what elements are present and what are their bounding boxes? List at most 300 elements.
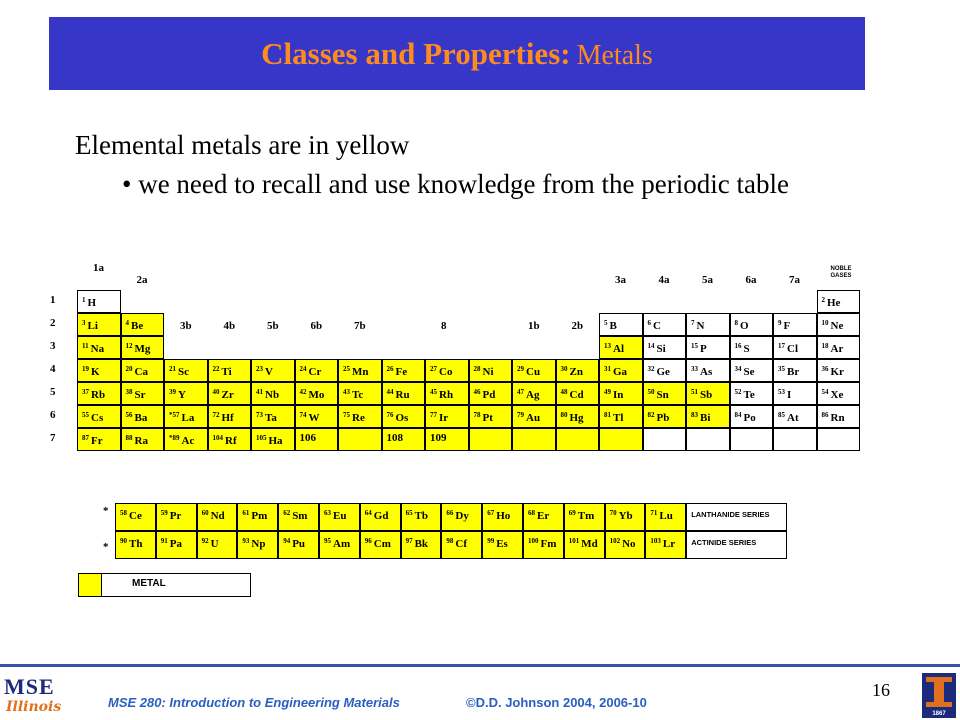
- element-symbol: Er: [537, 510, 550, 522]
- element-cell: [686, 428, 730, 451]
- actinide-cell: [237, 531, 278, 559]
- actinide-cell: [360, 531, 401, 559]
- atomic-number: 51: [691, 388, 698, 396]
- atomic-number: 105: [256, 434, 267, 442]
- element-cell: [382, 359, 426, 382]
- element-symbol: He: [827, 297, 841, 309]
- body-text-line: Elemental metals are in yellow: [75, 130, 410, 160]
- atomic-number: 68: [528, 509, 535, 517]
- element-symbol: P: [700, 343, 707, 355]
- element-symbol: Mo: [308, 389, 325, 401]
- element-symbol: Ac: [181, 435, 195, 447]
- atomic-number: *89: [169, 434, 180, 442]
- element-cell: [773, 313, 817, 336]
- element-cell: [382, 405, 426, 428]
- element-symbol: Mg: [134, 343, 151, 355]
- atomic-number: 39: [169, 388, 176, 396]
- period-label: 6: [50, 409, 56, 421]
- element-symbol: Li: [87, 320, 98, 332]
- atomic-number: 64: [364, 509, 372, 517]
- element-symbol: Sr: [134, 389, 146, 401]
- element-cell: [338, 382, 382, 405]
- element-cell: [338, 405, 382, 428]
- atomic-number: 62: [283, 509, 291, 517]
- atomic-number: 77: [430, 411, 437, 419]
- actinide-cell: [278, 531, 319, 559]
- body-bullet-line: • we need to recall and use knowledge from the periodic table: [122, 169, 789, 199]
- lanthanide-cell: [115, 503, 156, 531]
- element-cell: [164, 405, 208, 428]
- element-cell: [730, 359, 774, 382]
- element-cell: [599, 428, 643, 451]
- atomic-number: 16: [734, 342, 742, 350]
- atomic-number: 94: [283, 537, 291, 545]
- element-symbol: Es: [496, 538, 508, 550]
- actinide-cell: [564, 531, 605, 559]
- element-symbol: Pa: [169, 538, 183, 550]
- course-title: MSE 280: Introduction to Engineering Materials: [108, 695, 400, 710]
- legend-metal-swatch: [78, 573, 102, 597]
- element-cell: [382, 382, 426, 405]
- atomic-number: 15: [691, 342, 698, 350]
- element-symbol: Pm: [251, 510, 268, 522]
- element-cell: [469, 359, 513, 382]
- element-cell: [425, 382, 469, 405]
- atomic-number: 59: [160, 509, 168, 517]
- element-symbol: Fm: [540, 538, 557, 550]
- element-cell: [773, 428, 817, 451]
- actinide-cell: [319, 531, 360, 559]
- atomic-number: 73: [256, 411, 263, 419]
- atomic-number: 98: [446, 537, 454, 545]
- element-cell: [730, 382, 774, 405]
- atomic-number: 23: [256, 365, 263, 373]
- element-symbol: Tm: [577, 510, 595, 522]
- lanthanide-cell: [237, 503, 278, 531]
- element-symbol: Cd: [569, 389, 584, 401]
- element-cell: [251, 405, 295, 428]
- noble-gases-label: [818, 266, 864, 280]
- element-symbol: Al: [613, 343, 624, 355]
- atomic-number: 27: [430, 365, 437, 373]
- element-symbol: Ag: [526, 389, 540, 401]
- period-label: 5: [50, 386, 56, 398]
- atomic-number: 10: [821, 319, 829, 327]
- element-symbol: Co: [439, 366, 453, 378]
- atomic-number: 66: [446, 509, 454, 517]
- element-symbol: Rn: [830, 412, 845, 424]
- element-cell: [121, 336, 165, 359]
- slide-title-main: Classes and Properties:: [261, 35, 571, 71]
- element-symbol: In: [613, 389, 624, 401]
- element-symbol: At: [787, 412, 799, 424]
- atomic-number: 74: [299, 411, 307, 419]
- element-cell: [77, 405, 121, 428]
- series-label: ACTINIDE SERIES: [686, 531, 787, 559]
- element-symbol: Cr: [308, 366, 322, 378]
- element-cell: [730, 336, 774, 359]
- element-cell: [121, 359, 165, 382]
- element-symbol: Zn: [569, 366, 583, 378]
- element-symbol: Ra: [134, 435, 148, 447]
- element-symbol: Th: [129, 538, 143, 550]
- lanthanide-cell: [360, 503, 401, 531]
- atomic-number: 29: [517, 365, 524, 373]
- atomic-number: 88: [125, 434, 133, 442]
- element-cell: [77, 336, 121, 359]
- atomic-number: 79: [517, 411, 524, 419]
- atomic-number: 95: [324, 537, 331, 545]
- lanthanide-cell: [156, 503, 197, 531]
- element-cell: [295, 359, 339, 382]
- illinois-logo-text: Illinois: [6, 699, 62, 715]
- atomic-number: 49: [604, 388, 611, 396]
- element-symbol: Rf: [225, 435, 237, 447]
- atomic-number: 42: [299, 388, 307, 396]
- element-symbol: Xe: [830, 389, 844, 401]
- lanthanide-cell: [482, 503, 523, 531]
- mse-logo: MSE: [4, 674, 55, 699]
- atomic-number: 102: [609, 537, 621, 545]
- group-label: 6b: [310, 320, 323, 332]
- group-label: 6a: [745, 274, 757, 286]
- element-cell: [208, 428, 252, 451]
- atomic-number: 53: [778, 388, 785, 396]
- element-cell: [512, 405, 556, 428]
- period-label: 7: [50, 432, 56, 444]
- element-symbol: H: [87, 297, 97, 309]
- element-symbol: Cs: [91, 412, 104, 424]
- element-symbol: Ru: [395, 389, 410, 401]
- group-label: 2a: [136, 274, 148, 286]
- atomic-number: 50: [647, 388, 655, 396]
- element-cell: [469, 382, 513, 405]
- element-symbol: No: [622, 538, 636, 550]
- element-cell: [730, 428, 774, 451]
- group-label: 8: [441, 320, 447, 332]
- atomic-number: 4: [125, 319, 129, 327]
- atomic-number: 70: [609, 509, 617, 517]
- element-cell: [77, 359, 121, 382]
- element-symbol: Sc: [178, 366, 189, 378]
- element-symbol: C: [653, 320, 661, 332]
- element-symbol: Rh: [439, 389, 454, 401]
- element-symbol: Ne: [830, 320, 844, 332]
- period-label: 4: [50, 363, 56, 375]
- atomic-number: 22: [212, 365, 220, 373]
- element-symbol: Ce: [129, 510, 142, 522]
- atomic-number: 85: [778, 411, 785, 419]
- atomic-number: 63: [324, 509, 331, 517]
- element-symbol: Te: [743, 389, 755, 401]
- atomic-number: 1: [82, 296, 86, 304]
- actinide-cell: [401, 531, 442, 559]
- actinide-cell: [156, 531, 197, 559]
- atomic-number: 76: [386, 411, 394, 419]
- atomic-number: 37: [82, 388, 89, 396]
- element-cell: [295, 428, 339, 451]
- element-symbol: Ti: [221, 366, 232, 378]
- atomic-number: 101: [568, 537, 580, 545]
- period-label: 2: [50, 317, 56, 329]
- group-label: 7a: [789, 274, 800, 286]
- element-symbol: Pd: [482, 389, 496, 401]
- actinide-cell: [645, 531, 686, 559]
- atomic-number: 100: [528, 537, 539, 545]
- element-symbol: Cf: [455, 538, 467, 550]
- series-label: LANTHANIDE SERIES: [686, 503, 787, 531]
- atomic-number: 28: [473, 365, 481, 373]
- element-cell: [556, 428, 600, 451]
- element-cell: [512, 359, 556, 382]
- element-symbol: Tl: [613, 412, 624, 424]
- group-label: 5b: [267, 320, 279, 332]
- element-symbol: 106: [299, 432, 316, 444]
- atomic-number: 6: [647, 319, 651, 327]
- lanthanide-cell: [605, 503, 646, 531]
- atomic-number: 35: [778, 365, 785, 373]
- atomic-number: 104: [212, 434, 223, 442]
- atomic-number: 81: [604, 411, 611, 419]
- element-cell: [599, 336, 643, 359]
- element-cell: [817, 290, 861, 313]
- element-cell: [773, 359, 817, 382]
- atomic-number: 2: [821, 296, 825, 304]
- atomic-number: 75: [343, 411, 350, 419]
- element-cell: [643, 428, 687, 451]
- element-cell: [208, 359, 252, 382]
- element-symbol: Si: [656, 343, 666, 355]
- lanthanide-cell: [441, 503, 482, 531]
- element-cell: [251, 428, 295, 451]
- atomic-number: 17: [778, 342, 785, 350]
- atomic-number: 54: [821, 388, 829, 396]
- element-symbol: 108: [386, 432, 403, 444]
- element-symbol: Lr: [662, 538, 676, 550]
- actinide-cell: [523, 531, 564, 559]
- element-symbol: Tc: [352, 389, 364, 401]
- element-symbol: F: [783, 320, 791, 332]
- element-symbol: Hf: [221, 412, 234, 424]
- element-cell: [382, 428, 426, 451]
- atomic-number: 72: [212, 411, 220, 419]
- element-symbol: Dy: [455, 510, 469, 522]
- element-cell: [817, 428, 861, 451]
- element-symbol: Ar: [830, 343, 844, 355]
- atomic-number: 24: [299, 365, 307, 373]
- element-cell: [599, 405, 643, 428]
- element-cell: [730, 313, 774, 336]
- lanthanide-cell: [278, 503, 319, 531]
- element-symbol: O: [740, 320, 749, 332]
- group-label: 1b: [528, 320, 540, 332]
- element-cell: [817, 382, 861, 405]
- element-cell: [121, 405, 165, 428]
- atomic-number: 32: [647, 365, 655, 373]
- atomic-number: 78: [473, 411, 481, 419]
- element-cell: [251, 359, 295, 382]
- element-cell: [512, 382, 556, 405]
- element-cell: [469, 428, 513, 451]
- atomic-number: 96: [364, 537, 372, 545]
- element-cell: [469, 405, 513, 428]
- element-cell: [251, 382, 295, 405]
- legend-box: [101, 573, 251, 597]
- element-symbol: Sm: [292, 510, 308, 522]
- atomic-number: 9: [778, 319, 782, 327]
- atomic-number: 93: [242, 537, 250, 545]
- element-symbol: Mn: [352, 366, 369, 378]
- lanthanide-cell: [523, 503, 564, 531]
- atomic-number: 82: [647, 411, 655, 419]
- element-symbol: Be: [131, 320, 144, 332]
- element-cell: [643, 382, 687, 405]
- atomic-number: 30: [560, 365, 568, 373]
- atomic-number: 55: [82, 411, 89, 419]
- element-cell: [686, 336, 730, 359]
- atomic-number: 34: [734, 365, 742, 373]
- element-cell: [599, 382, 643, 405]
- group-label: 7b: [354, 320, 366, 332]
- element-symbol: Ta: [265, 412, 277, 424]
- atomic-number: 56: [125, 411, 133, 419]
- element-symbol: Nd: [210, 510, 225, 522]
- element-symbol: Br: [787, 366, 800, 378]
- element-symbol: Bi: [700, 412, 711, 424]
- element-symbol: U: [210, 538, 219, 550]
- element-symbol: Ge: [656, 366, 670, 378]
- group-label: 2b: [571, 320, 584, 332]
- element-cell: [295, 405, 339, 428]
- element-cell: [773, 382, 817, 405]
- element-cell: [817, 359, 861, 382]
- group-label: 3a: [615, 274, 626, 286]
- atomic-number: 14: [647, 342, 655, 350]
- atomic-number: 69: [568, 509, 576, 517]
- element-cell: [817, 313, 861, 336]
- element-symbol: Cu: [526, 366, 541, 378]
- element-cell: [425, 405, 469, 428]
- element-cell: [643, 359, 687, 382]
- element-symbol: Na: [90, 343, 105, 355]
- lanthanide-cell: [401, 503, 442, 531]
- element-symbol: Hg: [569, 412, 584, 424]
- element-symbol: Am: [333, 538, 351, 550]
- group-label: 4b: [223, 320, 236, 332]
- atomic-number: 67: [487, 509, 495, 517]
- atomic-number: 21: [169, 365, 176, 373]
- atomic-number: 58: [120, 509, 127, 517]
- atomic-number: 60: [201, 509, 209, 517]
- element-symbol: Y: [178, 389, 186, 401]
- group-label: 5a: [702, 274, 713, 286]
- atomic-number: 7: [691, 319, 695, 327]
- actinide-cell: [197, 531, 238, 559]
- atomic-number: 83: [691, 411, 698, 419]
- i-logo-year: 1867: [932, 711, 946, 717]
- atomic-number: 99: [487, 537, 495, 545]
- atomic-number: 71: [650, 509, 658, 517]
- atomic-number: *57: [169, 411, 180, 419]
- atomic-number: 65: [405, 509, 413, 517]
- atomic-number: 97: [405, 537, 413, 545]
- element-symbol: Nb: [265, 389, 280, 401]
- element-symbol: Pr: [169, 510, 182, 522]
- period-label: 3: [50, 340, 56, 352]
- element-symbol: Md: [581, 538, 598, 550]
- group-label: 4a: [658, 274, 670, 286]
- element-symbol: Fr: [91, 435, 103, 447]
- element-cell: [686, 359, 730, 382]
- element-cell: [425, 359, 469, 382]
- element-symbol: Cm: [373, 538, 391, 550]
- element-cell: [643, 336, 687, 359]
- atomic-number: 40: [212, 388, 220, 396]
- series-star: *: [103, 505, 109, 517]
- actinide-cell: [441, 531, 482, 559]
- element-cell: [643, 313, 687, 336]
- element-cell: [121, 428, 165, 451]
- atomic-number: 11: [82, 342, 89, 350]
- atomic-number: 12: [125, 342, 133, 350]
- element-cell: [338, 359, 382, 382]
- noble-label-line: NOBLE: [830, 266, 852, 272]
- element-cell: [77, 313, 121, 336]
- university-i-logo: [922, 673, 956, 718]
- slide-title-sub: Metals: [576, 39, 653, 71]
- period-label: 1: [50, 294, 56, 306]
- atomic-number: 19: [82, 365, 89, 373]
- atomic-number: 3: [82, 319, 86, 327]
- element-symbol: Se: [743, 366, 755, 378]
- actinide-cell: [605, 531, 646, 559]
- atomic-number: 92: [201, 537, 209, 545]
- element-symbol: N: [696, 320, 705, 332]
- element-symbol: W: [308, 412, 320, 424]
- element-symbol: Np: [251, 538, 266, 550]
- actinide-cell: [482, 531, 523, 559]
- element-symbol: V: [265, 366, 273, 378]
- element-cell: [599, 359, 643, 382]
- atomic-number: 26: [386, 365, 394, 373]
- atomic-number: 43: [343, 388, 350, 396]
- element-symbol: Sn: [656, 389, 669, 401]
- element-cell: [686, 313, 730, 336]
- atomic-number: 48: [560, 388, 568, 396]
- element-cell: [817, 336, 861, 359]
- element-cell: [164, 382, 208, 405]
- element-cell: [773, 405, 817, 428]
- element-symbol: K: [91, 366, 100, 378]
- element-cell: [208, 382, 252, 405]
- element-symbol: Lu: [659, 510, 673, 522]
- element-symbol: Pu: [292, 538, 306, 550]
- element-cell: [77, 382, 121, 405]
- atomic-number: 36: [821, 365, 829, 373]
- element-symbol: As: [700, 366, 713, 378]
- element-symbol: Gd: [373, 510, 389, 522]
- element-symbol: Tb: [414, 510, 429, 522]
- element-symbol: Ga: [613, 366, 628, 378]
- element-symbol: Fe: [395, 366, 408, 378]
- element-cell: [599, 313, 643, 336]
- element-symbol: Sb: [700, 389, 713, 401]
- atomic-number: 41: [256, 388, 263, 396]
- element-symbol: Kr: [830, 366, 844, 378]
- element-symbol: Eu: [333, 510, 347, 522]
- element-symbol: Ba: [134, 412, 148, 424]
- element-cell: [77, 428, 121, 451]
